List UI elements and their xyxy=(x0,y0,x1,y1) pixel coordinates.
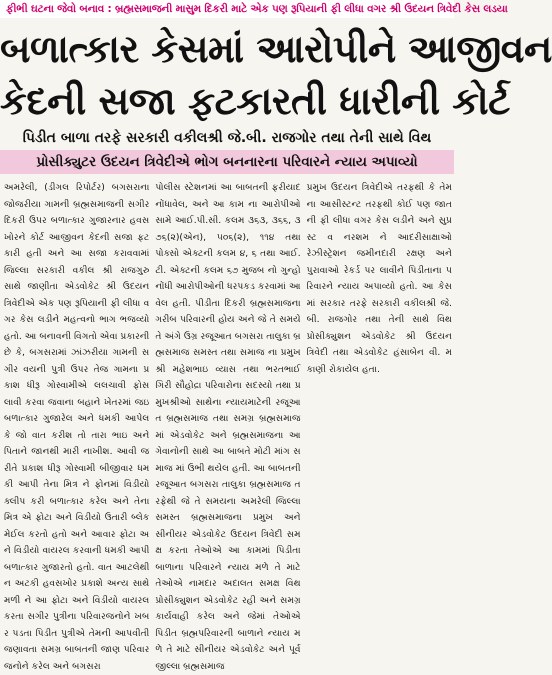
article-column-2 xyxy=(155,180,301,672)
article-body xyxy=(4,180,452,672)
headline-line-2: કેદની સજા ફટકારતી ધારીની કોર્ટ xyxy=(0,79,510,123)
article-column-3 xyxy=(307,180,452,564)
column-3-text: પ્રમુખ ઉદયન ત્રિવેદીએ તરફથી કે તેમના આસીસ્ટન્ટ તરફથી કોઈ પણ જાતની ફી લીધા વગર કેસ લડીને અને સુપ્રસ્ટ વ નરશમ ને આદરીસાક્ષાઓ રેઝીસ્ટ્રેશન જમીનદારી રક્ષણ અને પુરાવાઓ રેકર્ડ પર લાવીને પિડીતાના પરિવારને ન્યાય અપાવ્યો હતો. આ કેસમાં સરકાર તરફે સરકારી વકીલશ્રી જે.બી. રાજગોર તથા તેની સાથે વિથ પ્રોસીક્યુશન એડવોકેટ શ્રી ઉદયન ત્રિવેદી તથા એડવોકેટ હંસાબેન વી. મકાણી રોકાયેલ હતા. xyxy=(306,182,452,375)
column-2-text: પોલીસ સ્ટેશનમાં આ બાબતની ફરીયાદ નોંધાવેલ, અને આ કામ ના આરોપીઓ સામે આઈ.પી.સી. કલમ ૩૬૩, ૩૬૬, ૩૭૬(૨)(એન), ૫૦૬(૨), ૧૧૪ તથા પોક્સો એક્ટની કલમ ૪, ૬ તથા આઈ.ટી. એક્ટની કલમ ૬૭ મુજબ નો ગુન્હો નોંધી આરોપીઓની ધરપકડ કરવામાં આવેલ હતી. પીડીતા દિકરી બ્રહ્મસમાજના ગરીબ પરિવારની હોય અને જે તે સમયે તે અંગે ઉગ્ર રજૂઆત બગસરા તાલુકા બ્રહ્મસમાજ સમસ્ત તથા સમાજ ના પ્રમુખ શ્રી મહેશભાઇ વ્યાસ તથા ભરતભાઈ ગિરી સૌહોદ્રા પરિવારોના સદસ્યો તથા પ્રમુખશ્રીઓ સાથેના ન્યાયમાટેની રજૂઆત બ્રહ્મસમાજ તથા સમગ્ર બ્રહ્મસમાજમાં એડવોકેટ અને બ્રહ્મસમાજના આગેવાનોની સાથે આ બાબતે મોટી માંગ સમાજ માં ઉભી થયેલ હતી. આ બાબતની રજૂઆત બગસરા તાલુકા બ્રહ્મસમાજ તરફેથી જે તે સમયના અમરેલી જિલ્લા સમસ્ત બ્રહ્મસમાજના પ્રમુખ અને સીનીયર એડવોકેટ ઉદયન ત્રિવેદી સમક્ષ કરતા તેઓએ આ કામમાં પિડીતા બાળાના પરિવારને ન્યાય મળે તે માટે તેઓએ નામદાર અદાલત સમક્ષ વિથ પ્રોસીક્યુશન એડવોકેટ રહી અને સમગ્ર કાર્યવાહી કરેલ અને જેમાં તેઓએ પિડીત બ્રહ્મપરિવારની બાળાને ન્યાય મળે તે માટે સીનીયર એડવોકેટ અને પૂર્વ જીલ્લા બ્રહ્મસમાજ xyxy=(155,182,301,672)
subheadline-line-2: પ્રોસીક્યુટર ઉદયન ત્રિવેદીએ ભોગ બનનારના પરિવારને ન્યાય અપાવ્યો xyxy=(0,150,454,174)
kicker-text: ફીભી ઘટના જેવો બનાવ : બ્રહ્મસમાજની માસુમ દિકરી માટે એક પણ રૂપિયાની ફી લીધા વગર શ્રી ઉદયન ત્રિવેદી કેસ લડયા xyxy=(6,2,508,15)
column-1-text: અમરેલી, (ડીગલ રિપોર્ટર) બગસરાના જોજરીયા ગામની બ્રહ્મસમાજની સગીર દિકરી ઉપર બળાત્કાર ગુજારનાર હવસખોરને કોર્ટ આજીવન કેદની સજા ફટકારી હતી અને આ સજા કરાવવામાં જિલ્લા સરકારી વકીલ શ્રી રાજગુરુ સાથે જાણીતા એડવોકેટ શ્રી ઉદયન ત્રિવેદીએ એક પણ રૂપિયાની ફી લીધા વગર કેસ લડીને મહત્વનો ભાગ ભજવ્યો હતો. આ બનાવની વિગતો એવા પ્રકારની છે કે, બગસરામાં ઝાંઝરીયા ગામની સગીર વયની પુત્રી ઉપર તેજ ગામના પ્રકાશ ધીરૂ ગોસ્વામીએ લલચાવી ફોસલાવી કરવા જવાના બહાને ખેતરમાં જઇ બળાત્કાર ગુજારેલ અને ધમકી આપેલ કે જો વાત કરીશ તો તારા ભાઇ અને પિતાને જાનથી મારી નાખીશ. આવી જ રીતે પ્રકાશ ધીરૂ ગોસ્વામી બીજીવાર ધમકી આપી તેના મિત્ર ને ફોનમાં વિડીયો ક્લીપ કરી બળાત્કાર કરેલ અને તેના મિત્ર એ ફોટા અને વિડીયો ઉતારી બ્લેકમેઈલ કરતો હતો અને આવાર ફોટા અને વિડીયો વાયરલ કરવાની ધમકી આપી બળાત્કાર ગુજારતો હતો. વાત આટલેથી ન અટકી હવસખોર પ્રકાશે અન્ય સાથે મળી ને આ ફોટા અને વિડીયો વાયરલ કરતા સગીર પુત્રીના પરિવારજનોને ખબર પડતા પિડીત પુત્રીએ તેમની આપવીતી જણાવતા સમગ્ર બાબતની જાણ પરિવારજનોને કરેલ અને બગસરા xyxy=(4,182,150,672)
subheadline-line-1: પિડીત બાળા તરફે સરકારી વકીલશ્રી જે.બી. રાજગોર તથા તેની સાથે વિથ xyxy=(22,130,432,146)
kicker-strap xyxy=(0,0,508,18)
headline-line-1: બળાત્કાર કેસમાં આરોપીને આજીવન xyxy=(0,27,552,71)
article-column-1 xyxy=(4,180,150,672)
